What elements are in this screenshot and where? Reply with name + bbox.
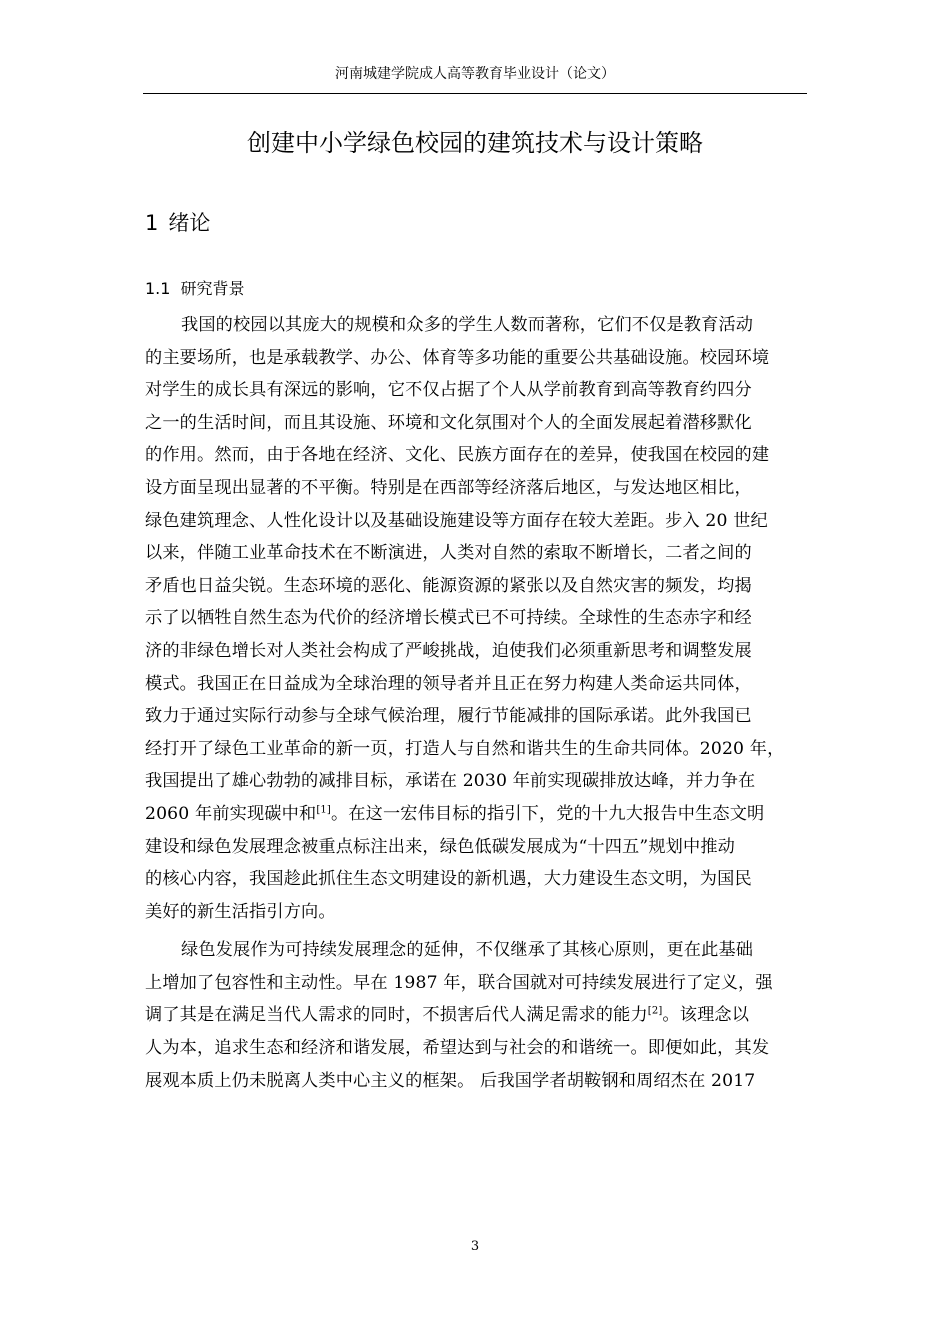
- paragraph: [145, 934, 807, 1097]
- text-line: [145, 934, 807, 967]
- text-line: [145, 967, 807, 1000]
- subsection-number: 1.1: [145, 279, 171, 298]
- text-line: [145, 472, 807, 505]
- line-text-after: 。该理念以: [662, 1005, 750, 1026]
- text-line: [145, 668, 807, 701]
- header-rule: [143, 93, 807, 94]
- line-text: 的核心内容，我国趁此抓住生态文明建设的新机遇，大力建设生态文明，为国民: [145, 869, 752, 890]
- line-text: 展观本质上仍未脱离人类中心主义的框架。 后我国学者胡鞍钢和周绍杰在 2017: [145, 1070, 756, 1091]
- line-text: 我国提出了雄心勃勃的减排目标，承诺在 2030 年前实现碳排放达峰，并力争在: [145, 771, 756, 792]
- text-line: [145, 342, 807, 375]
- line-text: 2060 年前实现碳中和: [145, 803, 317, 824]
- line-text: 的主要场所，也是承载教学、办公、体育等多功能的重要公共基础设施。校园环境: [145, 347, 770, 368]
- section-number: 1: [145, 211, 159, 235]
- line-text: 调了其是在满足当代人需求的同时，不损害后代人满足需求的能力: [145, 1005, 648, 1026]
- line-text: 对学生的成长具有深远的影响，它不仅占据了个人从学前教育到高等教育约四分: [145, 380, 752, 401]
- line-text: 济的非绿色增长对人类社会构成了严峻挑战，迫使我们必须重新思考和调整发展: [145, 640, 752, 661]
- text-line: [145, 863, 807, 896]
- text-line: [145, 700, 807, 733]
- text-line: [145, 733, 807, 766]
- citation-ref: [2]: [647, 1005, 663, 1017]
- text-line: [145, 765, 807, 798]
- text-line: [145, 505, 807, 538]
- text-line: [145, 570, 807, 603]
- text-line: [145, 602, 807, 635]
- text-line: [145, 831, 807, 864]
- text-line: [145, 798, 807, 831]
- line-text: 我国的校园以其庞大的规模和众多的学生人数而著称，它们不仅是教育活动: [181, 315, 754, 335]
- line-text: 以来，伴随工业革命技术在不断演进，人类对自然的索取不断增长，二者之间的: [145, 543, 752, 564]
- line-text: 示了以牺牲自然生态为代价的经济增长模式已不可持续。全球性的生态赤字和经: [145, 608, 752, 629]
- line-text: 致力于通过实际行动参与全球气候治理，履行节能减排的国际承诺。此外我国已: [145, 706, 752, 727]
- text-line: [145, 999, 807, 1032]
- line-text: 上增加了包容性和主动性。早在 1987 年，联合国就对可持续发展进行了定义，强: [145, 972, 773, 993]
- text-line: [145, 1065, 807, 1098]
- line-text-after: 。在这一宏伟目标的指引下，党的十九大报告中生态文明: [330, 803, 765, 824]
- text-line: [145, 407, 807, 440]
- line-text: 建设和绿色发展理念被重点标注出来，绿色低碳发展成为“十四五”规划中推动: [145, 836, 736, 857]
- text-line: [145, 635, 807, 668]
- line-text: 的作用。然而，由于各地在经济、文化、民族方面存在的差异，使我国在校园的建: [145, 445, 770, 466]
- text-line: [145, 309, 807, 342]
- page-number: 3: [470, 1239, 480, 1254]
- section-heading: [145, 208, 210, 238]
- line-text: 人为本，追求生态和经济和谐发展，希望达到与社会的和谐统一。即便如此，其发: [145, 1038, 770, 1059]
- running-header: 河南城建学院成人高等教育毕业设计（论文）: [335, 66, 615, 82]
- body-text: [145, 309, 807, 1097]
- line-text: 绿色发展作为可持续发展理念的延伸，不仅继承了其核心原则，更在此基础: [181, 940, 754, 961]
- text-line: [145, 537, 807, 570]
- line-text: 美好的新生活指引方向。: [145, 901, 336, 922]
- line-text: 矛盾也日益尖锐。生态环境的恶化、能源资源的紧张以及自然灾害的频发，均揭: [145, 575, 752, 596]
- citation-ref: [1]: [316, 804, 331, 816]
- paragraph: [145, 309, 807, 928]
- line-text: 经打开了绿色工业革命的新一页，打造人与自然和谐共生的生命共同体。2020 年，: [145, 738, 785, 759]
- subsection-heading: [145, 277, 244, 301]
- line-text: 之一的生活时间，而且其设施、环境和文化氛围对个人的全面发展起着潜移默化: [145, 412, 752, 433]
- line-text: 设方面呈现出显著的不平衡。特别是在西部等经济落后地区，与发达地区相比，: [145, 477, 752, 498]
- text-line: [145, 374, 807, 407]
- section-title: 绪论: [168, 211, 211, 235]
- line-text: 模式。我国正在日益成为全球治理的领导者并且正在努力构建人类命运共同体，: [145, 673, 752, 694]
- text-line: [145, 896, 807, 929]
- line-text: 绿色建筑理念、人性化设计以及基础设施建设等方面存在较大差距。步入 20 世纪: [145, 510, 768, 531]
- document-title: 创建中小学绿色校园的建筑技术与设计策略: [247, 129, 703, 157]
- subsection-title: 研究背景: [180, 279, 245, 298]
- text-line: [145, 1032, 807, 1065]
- text-line: [145, 439, 807, 472]
